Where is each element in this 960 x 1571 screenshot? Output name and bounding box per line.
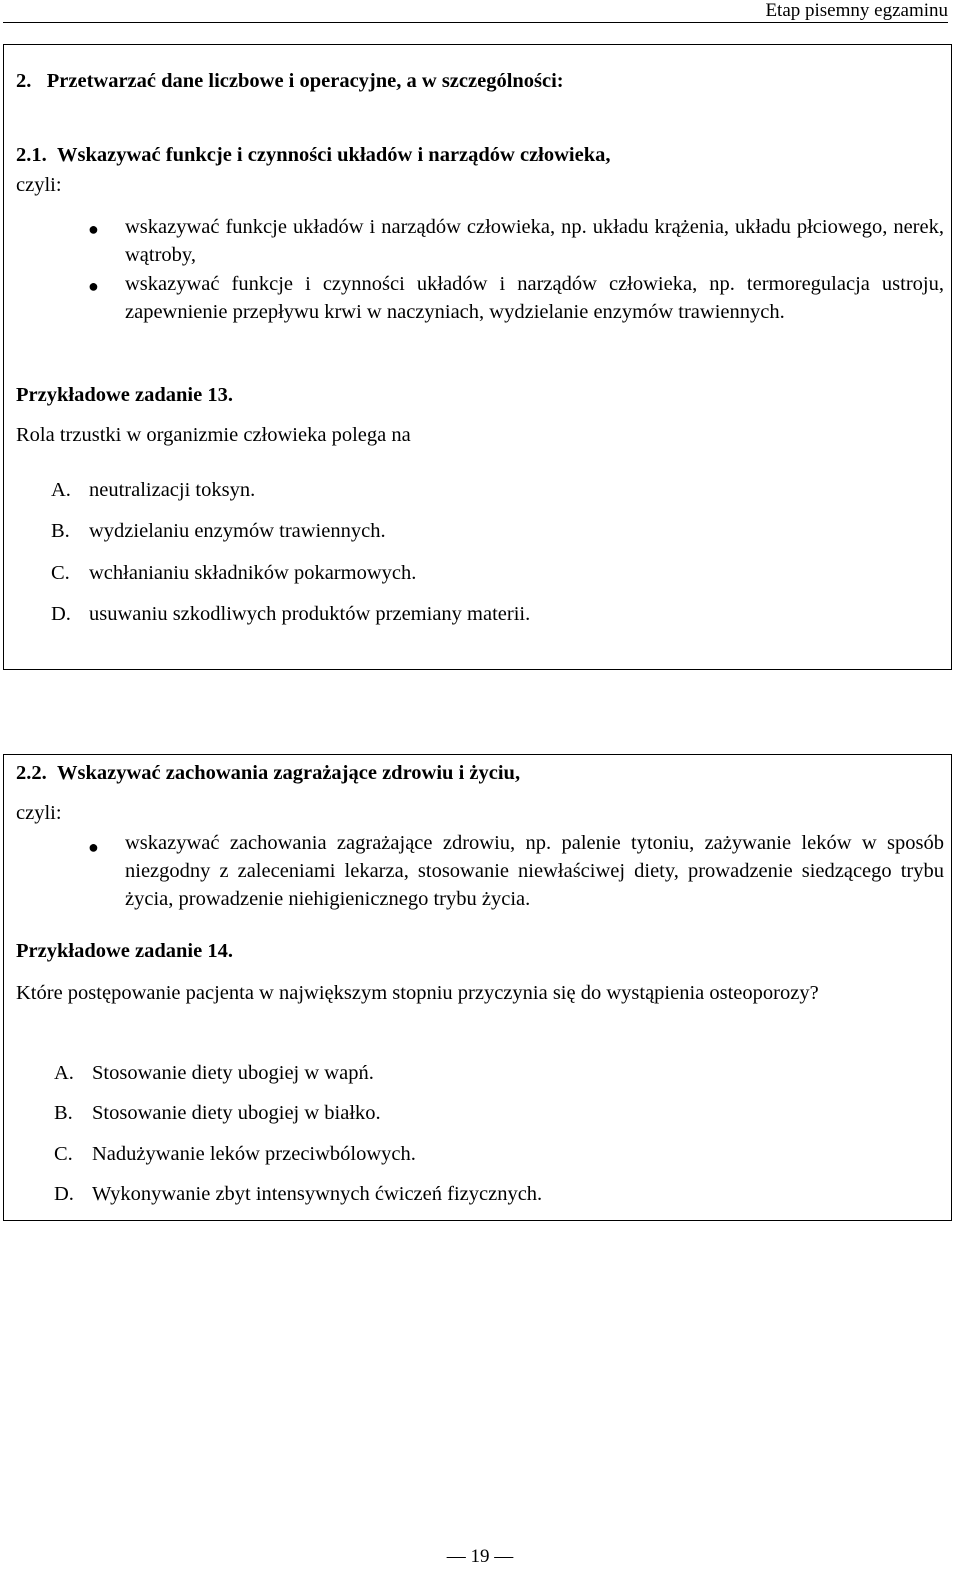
running-header: Etap pisemny egzaminu (765, 0, 948, 21)
section-heading: 2. Przetwarzać dane liczbowe i operacyjne, a w szczególności: (16, 70, 564, 92)
option-text: wydzielaniu enzymów trawiennych. (89, 520, 386, 542)
option-text: wchłanianiu składników pokarmowych. (89, 562, 417, 584)
czyli-label: czyli: (16, 174, 62, 196)
czyli-label: czyli: (16, 802, 62, 824)
option-text: Stosowanie diety ubogiej w białko. (92, 1102, 381, 1124)
bullet-icon: ● (88, 219, 99, 239)
option-letter: B. (54, 1102, 73, 1124)
option-text: neutralizacji toksyn. (89, 479, 256, 501)
option-letter: C. (51, 562, 70, 584)
subsection-heading: 2.2. Wskazywać zachowania zagrażające zdrowiu i życiu, (16, 762, 521, 784)
option-letter: B. (51, 520, 70, 542)
bullet-icon: ● (88, 276, 99, 296)
question-text: Które postępowanie pacjenta w największym stopniu przyczynia się do wystąpienia osteoporozy? (16, 982, 819, 1004)
option-letter: A. (51, 479, 71, 501)
option-text: Stosowanie diety ubogiej w wapń. (92, 1062, 374, 1084)
option-text: Wykonywanie zbyt intensywnych ćwiczeń fizycznych. (92, 1183, 543, 1205)
section-box-2-2 (3, 754, 952, 1221)
header-rule (3, 22, 948, 23)
bullet-item: wskazywać funkcje układów i narządów człowieka, np. układu krążenia, układu płciowego, nerek, wątroby, (125, 216, 944, 266)
section-box-2-1 (3, 44, 952, 670)
option-letter: A. (54, 1062, 74, 1084)
task-title: Przykładowe zadanie 14. (16, 940, 233, 962)
bullet-item: wskazywać zachowania zagrażające zdrowiu, np. palenie tytoniu, zażywanie leków w sposób niezgodny z zaleceniami lekarza, stosowanie niewłaściwej diety, prowadzenie siedzącego trybu życia, prowadzenie niehigienicznego trybu życia. (125, 832, 944, 910)
option-text: Nadużywanie leków przeciwbólowych. (92, 1143, 416, 1165)
page-number: — 19 — (446, 1546, 514, 1567)
option-letter: C. (54, 1143, 73, 1165)
option-text: usuwaniu szkodliwych produktów przemiany materii. (89, 603, 531, 625)
option-letter: D. (51, 603, 71, 625)
bullet-icon: ● (88, 837, 99, 857)
subsection-heading: 2.1. Wskazywać funkcje i czynności układów i narządów człowieka, (16, 144, 611, 166)
option-letter: D. (54, 1183, 74, 1205)
bullet-item: wskazywać funkcje i czynności układów i narządów człowieka, np. termoregulacja ustroju, zapewnienie przepływu krwi w naczyniach, wydzielanie enzymów trawiennych. (125, 273, 944, 323)
task-title: Przykładowe zadanie 13. (16, 384, 233, 406)
question-text: Rola trzustki w organizmie człowieka polega na (16, 424, 411, 446)
